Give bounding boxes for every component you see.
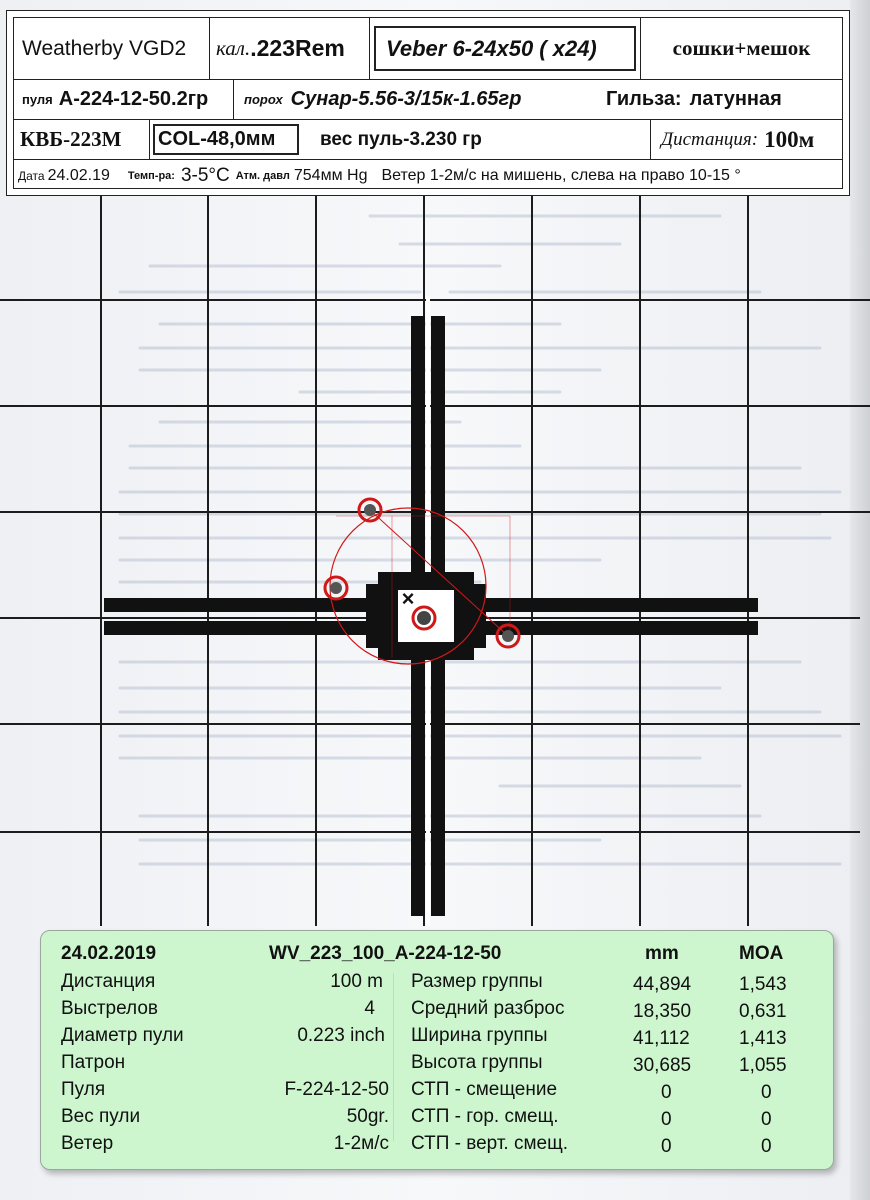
stat-mm: 30,685 bbox=[633, 1055, 692, 1076]
case-cell bbox=[606, 80, 842, 119]
hit-2 bbox=[325, 577, 347, 599]
header-row-load bbox=[14, 80, 842, 120]
stat-moa: 1,413 bbox=[739, 1028, 787, 1049]
date-label: Дата bbox=[18, 169, 45, 183]
powder-label: порох bbox=[244, 92, 283, 107]
stat-mm: 0 bbox=[661, 1109, 672, 1130]
caliber-cell bbox=[210, 18, 370, 79]
weight-cell bbox=[314, 120, 644, 159]
results-date: 24.02.2019 bbox=[61, 943, 157, 964]
stat-mm: 18,350 bbox=[633, 1001, 692, 1022]
param-value: F-224-12-50 bbox=[284, 1079, 389, 1100]
stat-label: СТП - смещение bbox=[411, 1079, 558, 1100]
stat-mm: 44,894 bbox=[633, 974, 692, 995]
center-x-mark: × bbox=[401, 586, 415, 611]
model-cell bbox=[14, 120, 150, 159]
param-value: 50gr. bbox=[346, 1106, 389, 1127]
stat-label: Высота группы bbox=[411, 1052, 543, 1073]
pressure-label: Атм. давл bbox=[235, 170, 290, 182]
bullet-value: А-224-12-50.2гр bbox=[58, 88, 209, 110]
results-col-moa: MOA bbox=[739, 943, 784, 964]
bullet-label: пуля bbox=[22, 92, 53, 107]
param-label: Пуля bbox=[61, 1079, 106, 1100]
stat-moa: 1,055 bbox=[739, 1055, 787, 1076]
col-value: COL-48,0мм bbox=[158, 128, 276, 150]
background-print bbox=[120, 216, 840, 864]
header-form bbox=[6, 10, 850, 196]
rifle-model: КВБ-223М bbox=[20, 127, 122, 151]
stat-moa: 0 bbox=[761, 1109, 772, 1130]
stat-moa: 1,543 bbox=[739, 974, 787, 995]
column-separator bbox=[393, 973, 394, 1141]
distance-value: 100м bbox=[764, 126, 815, 152]
results-title: WV_223_100_A-224-12-50 bbox=[269, 943, 502, 964]
param-label: Дистанция bbox=[61, 971, 156, 992]
distance-label: Дистанция: bbox=[661, 128, 759, 150]
param-value: 100 m bbox=[330, 971, 383, 992]
temp-value: 3-5°C bbox=[180, 165, 230, 186]
stat-moa: 0 bbox=[761, 1082, 772, 1103]
stat-label: Размер группы bbox=[411, 971, 543, 992]
header-row-cartridge bbox=[14, 120, 842, 160]
stat-label: Средний разброс bbox=[411, 998, 565, 1019]
conditions-cell bbox=[14, 160, 842, 192]
powder-value: Сунар-5.56-3/15к-1.65гр bbox=[290, 88, 522, 110]
target-area bbox=[0, 196, 870, 926]
case-label: Гильза: bbox=[606, 88, 682, 110]
col-cell bbox=[150, 120, 302, 159]
header-row-rifle bbox=[14, 18, 842, 80]
param-label: Вес пули bbox=[61, 1106, 141, 1127]
stat-moa: 0 bbox=[761, 1136, 772, 1157]
param-label: Диаметр пули bbox=[61, 1025, 184, 1046]
param-label: Выстрелов bbox=[61, 998, 158, 1019]
scope-cell bbox=[370, 18, 640, 79]
bullet-cell bbox=[14, 80, 234, 119]
param-label: Патрон bbox=[61, 1052, 126, 1073]
distance-cell bbox=[650, 120, 842, 159]
param-value: 0.223 inch bbox=[297, 1025, 385, 1046]
caliber-value: .223Rem bbox=[250, 35, 345, 61]
stat-mm: 0 bbox=[661, 1082, 672, 1103]
caliber-label: кал. bbox=[216, 36, 251, 60]
rifle-cell bbox=[14, 18, 210, 79]
rifle-name: Weatherby VGD2 bbox=[22, 36, 187, 60]
header-row-conditions bbox=[14, 160, 842, 192]
rest-cell bbox=[640, 18, 842, 79]
stat-label: СТП - гор. смещ. bbox=[411, 1106, 559, 1127]
header-inner bbox=[13, 17, 843, 189]
stat-moa: 0,631 bbox=[739, 1001, 787, 1022]
case-value: латунная bbox=[689, 88, 782, 110]
pressure-value: 754мм Hg bbox=[293, 167, 368, 184]
date-value: 24.02.19 bbox=[47, 167, 110, 184]
param-label: Ветер bbox=[61, 1133, 114, 1154]
powder-cell bbox=[234, 80, 589, 119]
scope-name: Veber 6-24x50 ( x24) bbox=[386, 35, 597, 61]
param-value: 1-2м/с bbox=[333, 1133, 389, 1154]
stat-mm: 0 bbox=[661, 1136, 672, 1157]
temp-label: Темп-ра: bbox=[127, 170, 175, 182]
stat-mm: 41,112 bbox=[633, 1028, 690, 1049]
bullet-weight: вес пуль-3.230 гр bbox=[320, 128, 482, 150]
stat-label: Ширина группы bbox=[411, 1025, 548, 1046]
param-value: 4 bbox=[364, 998, 375, 1019]
results-panel bbox=[40, 930, 834, 1170]
results-col-mm: mm bbox=[645, 943, 679, 964]
wind-text: Ветер 1-2м/с на мишень, слева на право 10-15 ° bbox=[381, 167, 741, 184]
stat-label: СТП - верт. смещ. bbox=[411, 1133, 569, 1154]
rest-type: сошки+мешок bbox=[672, 36, 811, 60]
